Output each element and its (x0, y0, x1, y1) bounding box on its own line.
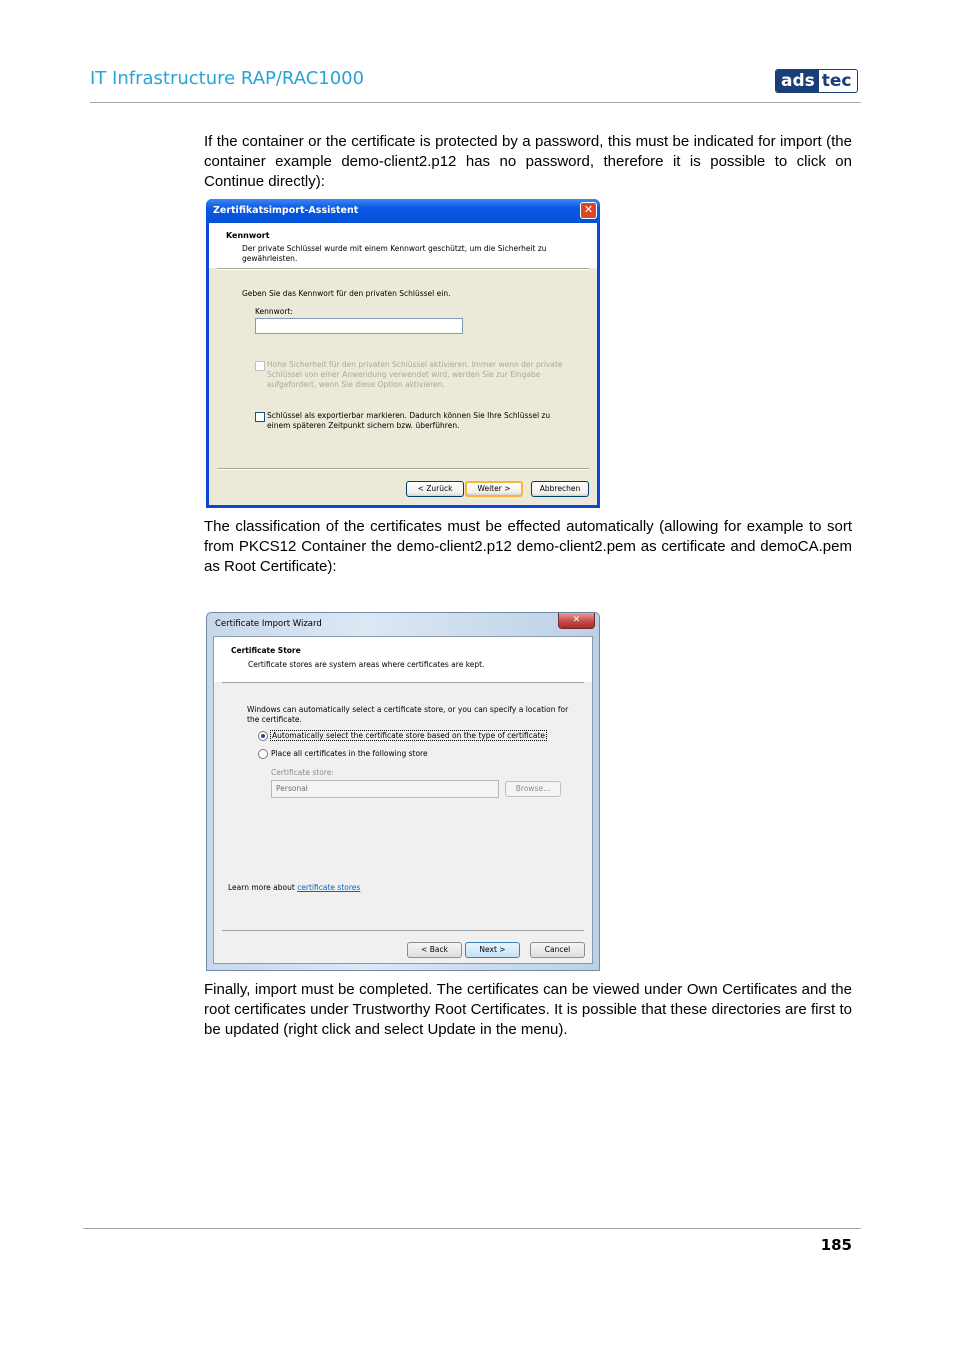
paragraph-password-info: If the container or the certificate is protected by a password, this must be indicated for import (the container example demo-client2.p12 has no password, therefore it is possible to click on Continue directly): (204, 133, 852, 190)
back-button[interactable]: < Back (407, 942, 462, 958)
w7-subheading: Certificate stores are system areas where certificates are kept. (248, 660, 485, 669)
xp-header-divider (217, 268, 589, 270)
ads-tec-logo (775, 69, 858, 93)
xp-dialog-title: Zertifikatsimport-Assistent (213, 205, 359, 216)
dialog-certificate-import-win7 (206, 612, 600, 971)
xp-dialog-header (209, 223, 597, 268)
close-icon[interactable]: ✕ (558, 613, 595, 629)
xp-titlebar (206, 199, 600, 223)
xp-heading: Kennwort (226, 231, 270, 240)
certificate-store-field[interactable]: Personal (271, 780, 499, 798)
dialog-certificate-import-xp (206, 199, 600, 508)
logo-tec-part: tec (819, 70, 855, 92)
next-button[interactable]: Weiter > (465, 481, 523, 497)
password-input[interactable] (255, 318, 463, 334)
paragraph-finalize-info: Finally, import must be completed. The certificates can be viewed under Own Certificates and the root certificates under Trustworthy Root Certificates. It is possible that these directories are first to be updated (right click and select Update in the menu). (204, 981, 852, 1038)
exportable-key-checkbox[interactable] (255, 412, 265, 422)
logo-ads-part: ads (776, 70, 819, 92)
cancel-button[interactable]: Cancel (530, 942, 585, 958)
browse-button[interactable]: Browse... (505, 781, 561, 797)
w7-dialog-title: Certificate Import Wizard (215, 619, 322, 629)
certificate-store-label: Certificate store: (271, 768, 334, 777)
certificate-stores-link[interactable]: certificate stores (297, 883, 361, 892)
strong-protection-label: Hohe Sicherheit für den privaten Schlüssel aktivieren. Immer wenn der private Schlüssel von einer Anwendung verwendet wird, werden Sie zur Eingabe aufgefordert, wenn Sie diese Option aktivieren. (267, 360, 563, 389)
xp-password-label: Kennwort: (255, 307, 293, 316)
auto-select-store-radio[interactable] (258, 731, 268, 741)
w7-header-divider (222, 682, 584, 683)
xp-subheading: Der private Schlüssel wurde mit einem Kennwort geschützt, um die Sicherheit zu gewährleisten. (242, 244, 547, 263)
w7-footer-divider (222, 930, 584, 931)
document-header-title: IT Infrastructure RAP/RAC1000 (90, 68, 365, 89)
learn-more-prefix: Learn more about (228, 883, 298, 892)
cancel-button[interactable]: Abbrechen (531, 481, 589, 497)
exportable-key-label: Schlüssel als exportierbar markieren. Dadurch können Sie Ihre Schlüssel zu einem späteren Zeitpunkt sichern bzw. überführen. (267, 411, 551, 430)
back-button[interactable]: < Zurück (406, 481, 464, 497)
xp-password-prompt: Geben Sie das Kennwort für den privaten Schlüssel ein. (242, 289, 451, 298)
auto-select-store-label-wrap (270, 731, 547, 741)
w7-heading: Certificate Store (231, 646, 301, 655)
w7-dialog-body (213, 636, 593, 964)
header-divider (90, 102, 861, 103)
w7-store-prompt: Windows can automatically select a certificate store, or you can specify a location for the certificate. (247, 705, 569, 724)
xp-dialog-body (209, 223, 597, 505)
footer-divider (83, 1228, 861, 1229)
place-in-store-label: Place all certificates in the following store (271, 749, 428, 758)
next-button[interactable]: Next > (465, 942, 520, 958)
strong-protection-checkbox[interactable] (255, 361, 265, 371)
learn-more-text (228, 883, 360, 893)
paragraph-classification-info: The classification of the certificates must be effected automatically (allowing for example to sort from PKCS12 Container the demo-client2.p12 demo-client2.pem as certificate and demoCA.pem as Root Certificate): (204, 518, 852, 575)
place-in-store-radio[interactable] (258, 749, 268, 759)
w7-dialog-header (214, 637, 592, 682)
page-number: 185 (820, 1236, 852, 1254)
xp-footer-divider (217, 468, 589, 470)
close-icon[interactable]: ✕ (580, 202, 597, 219)
auto-select-store-label: Automatically select the certificate store based on the type of certificate (272, 731, 546, 740)
